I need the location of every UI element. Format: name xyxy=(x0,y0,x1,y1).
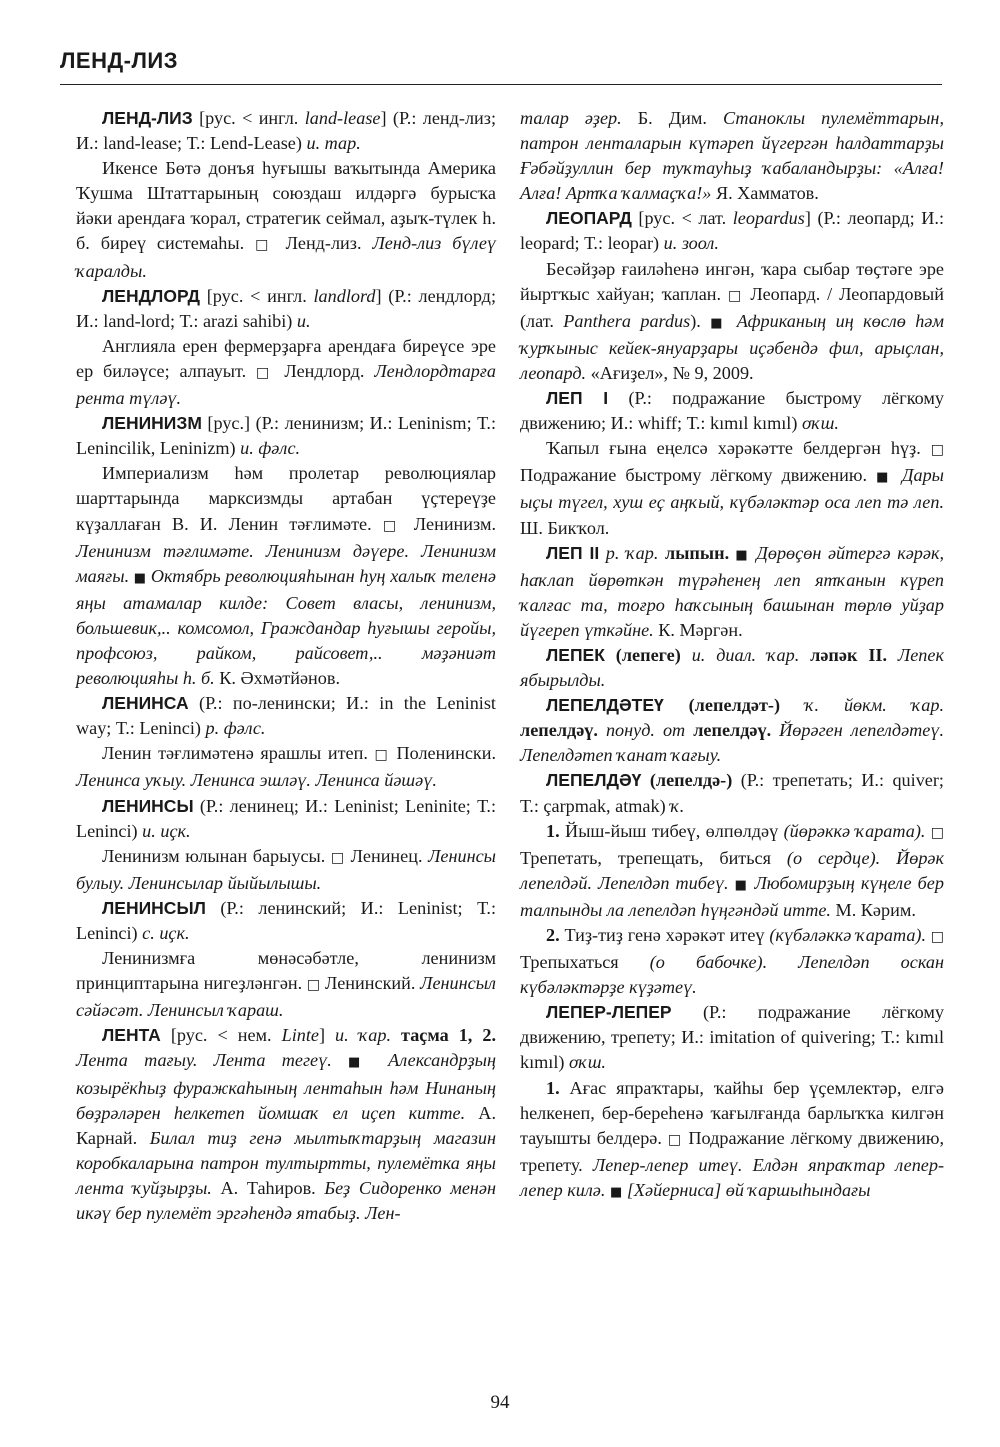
italic-run: Ленинизм тәғлимәте. Ленинизм дәүере. Ленинизм маяғы. xyxy=(76,540,496,586)
square-icon: □ xyxy=(256,364,275,381)
entry-text xyxy=(76,156,496,283)
bold-run: (лепелдәт-) xyxy=(663,695,781,716)
text-run: ] (Р.: лендлорд; И.: land-lord; Т.: arazi sahibi) xyxy=(76,285,496,331)
text-run: К. Әхмәтйәнов. xyxy=(214,668,340,689)
text-run: Англияла ерен фермерҙарға арендаға биреүсе эре ер биләүсе; алпауыт. xyxy=(76,335,496,381)
square-icon: □ xyxy=(667,1131,683,1148)
text-run: (Р.: подражание лёгкому движению, трепету; И.: imitation of quivering; Т.: kımıl kımıl) xyxy=(520,1002,944,1073)
italic-run: оҡш. xyxy=(569,1052,606,1073)
headword: ЛЕПЕК xyxy=(546,644,605,665)
text-run: [рус. < ингл. xyxy=(192,108,305,128)
bold-run: 2. xyxy=(546,925,560,945)
square-icon: □ xyxy=(374,747,390,764)
text-run: (Р.: подражание быстрому лёгкому движению; И.: whiff; Т.: kımıl kımıl) xyxy=(520,388,944,434)
italic-run: и. зоол. xyxy=(663,233,719,254)
square-icon: □ xyxy=(306,977,321,994)
text-run: ] xyxy=(318,1025,336,1046)
italic-run: Лепер-лепер итеү. Елдән япраҡтар лепер-лепер килә. xyxy=(520,1154,945,1200)
headword: ЛЕП II xyxy=(546,542,600,563)
text-run: Ленд-лиз. xyxy=(274,233,373,254)
headword: ЛЕП I xyxy=(546,388,609,409)
square-icon: □ xyxy=(382,517,403,534)
italic-run: Любомирҙың күңеле бер талпынды ла лепелдәп һүңгәндәй итте. xyxy=(520,872,944,920)
right-column xyxy=(520,106,944,1205)
bold-run: (лепеге) xyxy=(604,644,681,665)
italic-run: Октябрь революцияһынан һуң халыҡ теленә яңы атамалар килде: Совет власы, ленинизм, большевик,.. комсомол, Граждандар һуғышы геройы, профсоюз, райком, райсовет,.. мәҙәниәт революцияһы һ. б. xyxy=(76,565,496,689)
dictionary-entry xyxy=(520,386,944,436)
text-run: Йыш-йыш тибеү, өлпөлдәү xyxy=(559,820,784,841)
entry-text xyxy=(520,819,944,923)
italic-run: landlord xyxy=(313,285,376,306)
italic-run: Дөрөҫөн әйтергә кәрәк, һаҡлап йөрөткән түрәһенең леп ятҡанын күреп ҡалғас та, тоғро һаҡсының башынан төрлө уйҙар йүгереп үткәйне. xyxy=(520,542,945,640)
text-run: Я. Хамматов. xyxy=(711,183,819,204)
page-number: 94 xyxy=(490,1392,510,1413)
italic-run: Лендлордтарға рента түләү. xyxy=(76,360,496,409)
text-run: Ленинизмға мөнәсәбәтле, ленинизм принциптарына нигеҙләнгән. xyxy=(76,948,496,994)
text-run: Б. Дим. xyxy=(621,108,723,128)
bold-run: таҫма 1, 2. xyxy=(391,1025,497,1046)
italic-run: р. фәлс. xyxy=(205,718,266,739)
italic-run: р. ҡар. xyxy=(599,542,659,563)
text-run: Трепетать, трепещать, биться xyxy=(520,847,787,868)
black-square-icon: ■ xyxy=(876,470,893,486)
headword: ЛЕНИНСЫЛ xyxy=(102,897,206,918)
headword: ЛЕНИНСА xyxy=(102,693,189,714)
text-run: М. Кәрим. xyxy=(830,899,916,920)
text-run: Трепыхаться xyxy=(520,952,650,973)
italic-run: Африканың иң көслө һәм ҡурҡыныс кейек-януарҙары иҫәбендә фил, арыҫлан, леопард. xyxy=(520,310,944,383)
entry-text xyxy=(76,741,496,793)
italic-run: и. диал. ҡар. xyxy=(680,644,800,665)
headword: ЛЕНДЛОРД xyxy=(102,285,200,306)
entry-text xyxy=(76,946,496,1023)
entry-text xyxy=(520,257,944,386)
dictionary-entry xyxy=(520,768,944,818)
italic-run: Лепек ябырылды. xyxy=(520,644,944,691)
text-run: Икенсе Бөтә донъя һуғышы ваҡытында Америка Ҡушма Штаттарының союздаш илдәргә бурысҡа йәки арендаға ҡорал, стратегик сеймал, аҙыҡ-түлек һ. б. биреү системаһы. xyxy=(76,158,496,254)
dictionary-entry xyxy=(520,206,944,256)
dictionary-entry xyxy=(520,1000,944,1075)
black-square-icon: ■ xyxy=(710,315,728,331)
dictionary-entry xyxy=(520,693,944,768)
italic-run: land-lease xyxy=(304,108,381,128)
entry-text xyxy=(76,461,496,691)
italic-run: Ленинсыл сәйәсәт. Ленинсыл ҡараш. xyxy=(76,973,496,1021)
text-run: ). xyxy=(690,310,711,331)
italic-run: Билал тиҙ генә мылтыҡтарҙың магазин коробкаларына патрон тултыртты, пулемётка яңы лента ҡуйҙырҙы. xyxy=(76,1127,496,1198)
italic-run: и. иҫк. xyxy=(142,820,191,841)
italic-run: Ленд-лиз бүлеү ҡаралды. xyxy=(76,233,496,281)
bold-run: 1. xyxy=(546,1077,560,1098)
bold-run: лыпын. xyxy=(658,542,730,563)
text-run: ] (Р.: леопард; И.: leopard; Т.: leopar) xyxy=(520,208,944,254)
italic-run: и. фәлс. xyxy=(240,438,301,459)
italic-run: Ленинса уҡыу. Ленинса эшләү. Ленинса йәшәү. xyxy=(76,770,437,791)
dictionary-entry xyxy=(76,1023,496,1226)
headword: ЛЕОПАРД xyxy=(546,208,632,229)
italic-run: (о бабочке). Лепелдәп оскан күбәләктәрҙе күҙәтеү. xyxy=(520,952,944,998)
square-icon: □ xyxy=(930,442,944,459)
italic-run: понуд. от xyxy=(597,720,686,741)
italic-run: Ленинсы булыу. Ленинсылар йыйылышы. xyxy=(76,845,496,893)
italic-run: и. ҡар. xyxy=(335,1025,392,1046)
entry-text xyxy=(520,923,944,1000)
text-run: Ленинец. xyxy=(345,845,429,866)
text-run: Империализм һәм пролетар революциялар шарттарында марксизмды артабан үҫтереүҙе күҙаллаған В. И. Ленин тәғлимәте. xyxy=(76,463,496,534)
black-square-icon: ■ xyxy=(133,570,147,586)
square-icon: □ xyxy=(926,929,944,945)
black-square-icon: ■ xyxy=(609,1184,623,1200)
headword: ЛЕПЕР-ЛЕПЕР xyxy=(546,1002,672,1023)
italic-run: Станоклы пулемёттарын, патрон ленталарын күтәреп йүгергән һалдаттарҙы Ғәбәйҙуллин бер туҡтауһыҙ ҡабаландырҙы: «Алға! Алға! Артҡа ҡалмаҫҡа!» xyxy=(520,108,944,204)
black-square-icon: ■ xyxy=(734,877,749,893)
text-run: Тиҙ-тиҙ генә хәрәкәт итеү xyxy=(559,925,770,945)
bold-run: 1. xyxy=(546,820,560,841)
italic-run: оҡш. xyxy=(801,413,839,434)
italic-run: (күбәләккә ҡарата). xyxy=(769,925,927,945)
headword: ЛЕНД-ЛИЗ xyxy=(102,108,193,128)
left-column xyxy=(76,106,496,1226)
italic-run: Panthera pardus xyxy=(563,310,691,331)
text-run: [рус. < лат. xyxy=(631,208,733,229)
dictionary-entry xyxy=(520,541,944,643)
italic-run: Дары ыҫы түгел, хуш еҫ аңҡый, күбәләктәр оса леп тә леп. xyxy=(520,465,944,513)
text-run: ] (Р.: ленд-лиз; И.: land-lease; Т.: Lend-Lease) xyxy=(76,108,496,154)
headword: ЛЕПЕЛДӘҮ xyxy=(546,770,642,791)
text-run: Поленински. xyxy=(389,743,497,764)
entry-text xyxy=(520,106,944,206)
bold-run: лепелдәү. xyxy=(685,720,772,741)
text-run: (Р.: ленинский; И.: Leninist; Т.: Lenincі) xyxy=(76,897,496,943)
text-run: [рус. < нем. xyxy=(160,1025,282,1046)
square-icon: □ xyxy=(925,824,944,841)
text-run: А. Карнай. xyxy=(76,1102,496,1148)
italic-run: и. тар. xyxy=(306,133,361,154)
italic-run: (о сердце). Йөрәк лепелдәй. Лепелдәп тибеү. xyxy=(520,847,944,893)
dictionary-entry xyxy=(76,284,496,334)
text-run: «Ағиҙел», № 9, 2009. xyxy=(586,362,754,383)
italic-run: [Хәйерниса] өй ҡаршыһындағы xyxy=(622,1179,871,1200)
running-head: ЛЕНД-ЛИЗ xyxy=(60,48,179,73)
text-run: Ленин тәғлимәтенә ярашлы итеп. xyxy=(102,743,375,764)
black-square-icon: ■ xyxy=(347,1055,372,1071)
italic-run: талар әҙер. xyxy=(520,108,622,128)
text-run: Ағас япраҡтары, ҡайһы бер үҫемлектәр, елгә һелкенеп, бер-береһенә ҡағылғанда барлыҡҡа килгән тауышты белдерә. xyxy=(520,1077,944,1148)
square-icon: □ xyxy=(255,237,275,254)
text-run: А. Таһиров. xyxy=(211,1177,325,1198)
text-run: [рус. < ингл. xyxy=(200,285,314,306)
headword: ЛЕНИНСЫ xyxy=(102,795,194,816)
italic-run: (йөрәккә ҡарата). xyxy=(783,820,926,841)
entry-text xyxy=(76,844,496,896)
italic-run: Лента тағыу. Лента тегеү. xyxy=(76,1050,348,1071)
italic-run: и. xyxy=(296,310,311,331)
text-run: Подражание лёгкому движению, трепету. xyxy=(520,1127,944,1175)
text-run: [рус.] (Р.: ленинизм; И.: Leninism; Т.: Lenincilik, Leninizm) xyxy=(76,413,496,459)
square-icon: □ xyxy=(727,287,744,304)
header-rule xyxy=(60,84,942,85)
text-run: Бесәйҙәр ғаиләһенә ингән, ҡара сыбар төҫтәге эре йыртҡыс хайуан; ҡаплан. xyxy=(520,258,944,304)
black-square-icon: ■ xyxy=(729,547,750,563)
entry-text xyxy=(76,334,496,411)
bold-run: (лепелдә-) xyxy=(641,770,733,791)
italic-run: Йөрәген лепелдәтеү. Лепелдәтеп ҡанат ҡағыу. xyxy=(520,720,944,766)
italic-run: leopardus xyxy=(732,208,805,229)
italic-run: ҡ. xyxy=(670,795,685,816)
text-run: (Р.: трепетать; И.: quiver; Т.: çarpmak, atmak) xyxy=(520,770,944,816)
italic-run: ҡ. йөкм. ҡар. xyxy=(780,695,944,716)
text-run: Леопард. / Леопардовый (лат. xyxy=(520,283,944,331)
text-run: Ленинский. xyxy=(320,973,421,994)
text-run: К. Мәргән. xyxy=(653,619,743,640)
dictionary-entry xyxy=(76,106,496,156)
text-run: Лендлорд. xyxy=(274,360,375,381)
dictionary-entry xyxy=(76,691,496,741)
bold-run: ләпәк II. xyxy=(799,644,888,665)
italic-run: Александрҙың козырёкһыҙ фуражкаһының лентаһын һәм Нинаның бөҙрәләрен һелкетеп йомшаҡ ел иҫеп китте. xyxy=(76,1050,497,1123)
dictionary-entry xyxy=(520,643,944,693)
text-run: Ш. Бикҡол. xyxy=(520,517,610,538)
dictionary-entry xyxy=(76,896,496,946)
headword: ЛЕНТА xyxy=(102,1025,161,1046)
dictionary-entry xyxy=(76,794,496,844)
dictionary-entry xyxy=(76,411,496,461)
italic-run: Беҙ Сидоренко менән икәү бер пулемёт эргәһендә ятабыҙ. Лен- xyxy=(76,1177,497,1224)
text-run: (Р.: по-ленински; И.: in the Leninist way; Т.: Lenincі) xyxy=(76,693,496,739)
italic-run: Linte xyxy=(281,1025,319,1046)
bold-run: лепелдәү. xyxy=(520,720,598,741)
entry-text xyxy=(520,1076,944,1205)
text-run: (Р.: ленинец; И.: Leninist; Leninite; Т.: Lenincі) xyxy=(76,795,496,841)
text-run: Ҡапыл ғына еңелсә хәрәкәтте белдергән һүҙ. xyxy=(546,438,931,459)
italic-run: с. иҫк. xyxy=(142,923,190,943)
headword: ЛЕПЕЛДӘТЕҮ xyxy=(546,695,664,716)
headword: ЛЕНИНИЗМ xyxy=(102,413,202,434)
entry-text xyxy=(520,436,944,540)
square-icon: □ xyxy=(330,849,346,866)
text-run: Подражание быстрому лёгкому движению. xyxy=(520,465,877,486)
text-run: Ленинизм. xyxy=(402,513,496,534)
text-run: Ленинизм юлынан барыусы. xyxy=(102,845,331,866)
